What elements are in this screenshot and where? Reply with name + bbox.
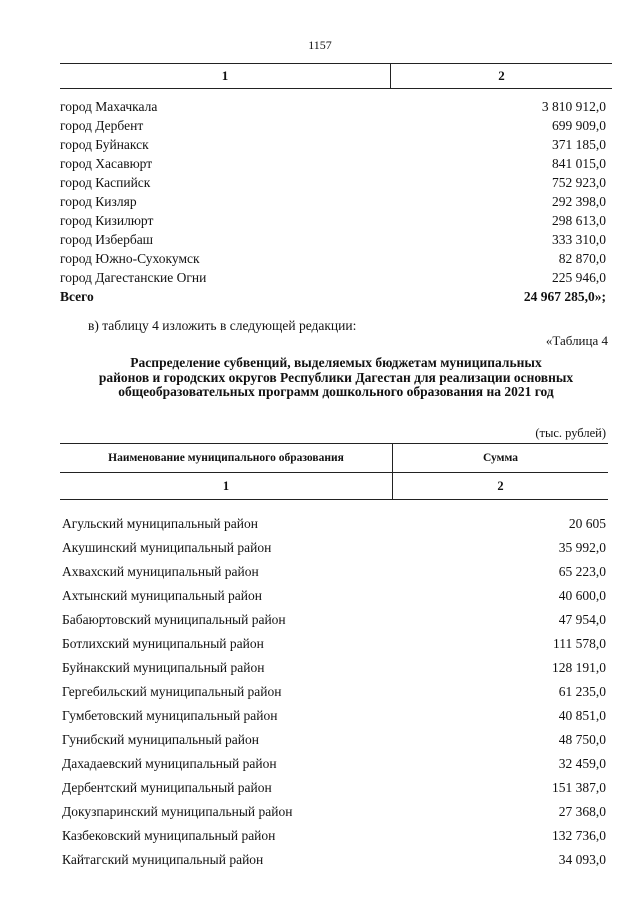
subvention-table [60, 443, 608, 872]
row-value: 841 015,0 [552, 156, 606, 171]
row-name: город Кизляр [60, 194, 137, 209]
total-value: 24 967 285,0»; [523, 289, 606, 304]
table-row [60, 680, 608, 704]
row-name: город Хасавюрт [60, 156, 153, 171]
row-name: Гумбетовский муниципальный район [62, 708, 278, 723]
row-value: 34 093,0 [558, 852, 606, 867]
row-name: город Дербент [60, 118, 144, 133]
row-name: Агульский муниципальный район [62, 516, 258, 531]
column-number-1: 1 [60, 64, 391, 89]
column-number-1: 1 [60, 473, 393, 500]
table-row [60, 632, 608, 656]
row-value: 47 954,0 [558, 612, 606, 627]
row-name: Дахадаевский муниципальный район [62, 756, 277, 771]
row-value: 298 613,0 [552, 213, 606, 228]
row-name: город Кизилюрт [60, 213, 154, 228]
row-name: Акушинский муниципальный район [62, 540, 272, 555]
row-name: Докузпаринский муниципальный район [62, 804, 293, 819]
table-heading [60, 356, 612, 400]
table-row [60, 560, 608, 584]
column-number-2: 2 [391, 64, 613, 89]
units-note: (тыс. рублей) [535, 426, 606, 440]
column-title-name: Наименование муниципального образования [60, 444, 393, 473]
row-value: 65 223,0 [558, 564, 606, 579]
table-row [60, 848, 608, 872]
row-name: город Избербаш [60, 232, 154, 247]
row-name: город Дагестанские Огни [60, 270, 207, 285]
row-name: город Махачкала [60, 99, 158, 114]
row-value: 40 600,0 [558, 588, 606, 603]
table-row [60, 704, 608, 728]
row-name: город Каспийск [60, 175, 151, 190]
total-label: Всего [60, 289, 94, 304]
table-row [60, 268, 612, 287]
row-value: 82 870,0 [558, 251, 606, 266]
row-value: 752 923,0 [552, 175, 606, 190]
row-value: 111 578,0 [553, 636, 606, 651]
row-value: 699 909,0 [552, 118, 606, 133]
heading-line: общеобразовательных программ дошкольного образования на 2021 год [118, 384, 554, 399]
row-name: город Буйнакск [60, 137, 149, 152]
municipal-totals-table [60, 63, 612, 306]
row-value: 292 398,0 [552, 194, 606, 209]
table-number-row [60, 473, 608, 500]
column-title-sum: Сумма [393, 444, 609, 473]
table-row [60, 116, 612, 135]
table-row [60, 824, 608, 848]
row-name: Ахвахский муниципальный район [62, 564, 259, 579]
row-value: 61 235,0 [558, 684, 606, 699]
row-value: 48 750,0 [558, 732, 606, 747]
column-number-2: 2 [393, 473, 609, 500]
row-name: город Южно-Сухокумск [60, 251, 200, 266]
table-row [60, 776, 608, 800]
table-header-row [60, 64, 612, 89]
table-header-row [60, 444, 608, 473]
row-name: Гергебильский муниципальный район [62, 684, 282, 699]
heading-line: Распределение субвенций, выделяемых бюджетам муниципальных [130, 355, 542, 370]
table-row [60, 173, 612, 192]
table-row [60, 230, 612, 249]
table-row [60, 154, 612, 173]
table-row [60, 536, 608, 560]
row-name: Казбековский муниципальный район [62, 828, 276, 843]
table-row [60, 656, 608, 680]
table-row [60, 608, 608, 632]
row-value: 40 851,0 [558, 708, 606, 723]
row-value: 3 810 912,0 [541, 99, 606, 114]
total-row [60, 287, 612, 306]
table-reference: «Таблица 4 [545, 333, 608, 348]
row-name: Дербентский муниципальный район [62, 780, 272, 795]
table-row [60, 192, 612, 211]
heading-line: районов и городских округов Республики Дагестан для реализации основных [98, 369, 574, 385]
table-row [60, 728, 608, 752]
table-row [60, 97, 612, 116]
row-name: Бабаюртовский муниципальный район [62, 612, 286, 627]
row-value: 371 185,0 [552, 137, 606, 152]
row-name: Ахтынский муниципальный район [62, 588, 262, 603]
row-value: 32 459,0 [558, 756, 606, 771]
row-value: 20 605 [568, 516, 606, 531]
row-name: Ботлихский муниципальный район [62, 636, 264, 651]
row-value: 132 736,0 [552, 828, 606, 843]
row-value: 333 310,0 [552, 232, 606, 247]
row-value: 128 191,0 [552, 660, 606, 675]
table-row [60, 752, 608, 776]
table-row [60, 512, 608, 536]
row-value: 35 992,0 [558, 540, 606, 555]
row-name: Гунибский муниципальный район [62, 732, 259, 747]
amendment-instruction: в) таблицу 4 изложить в следующей редакции: [88, 318, 357, 333]
table-row [60, 135, 612, 154]
row-value: 225 946,0 [552, 270, 606, 285]
table-row [60, 800, 608, 824]
page-number: 1157 [308, 38, 332, 52]
table-row [60, 584, 608, 608]
row-name: Кайтагский муниципальный район [62, 852, 264, 867]
table-row [60, 249, 612, 268]
row-value: 151 387,0 [552, 780, 606, 795]
row-value: 27 368,0 [558, 804, 606, 819]
row-name: Буйнакский муниципальный район [62, 660, 265, 675]
table-row [60, 211, 612, 230]
